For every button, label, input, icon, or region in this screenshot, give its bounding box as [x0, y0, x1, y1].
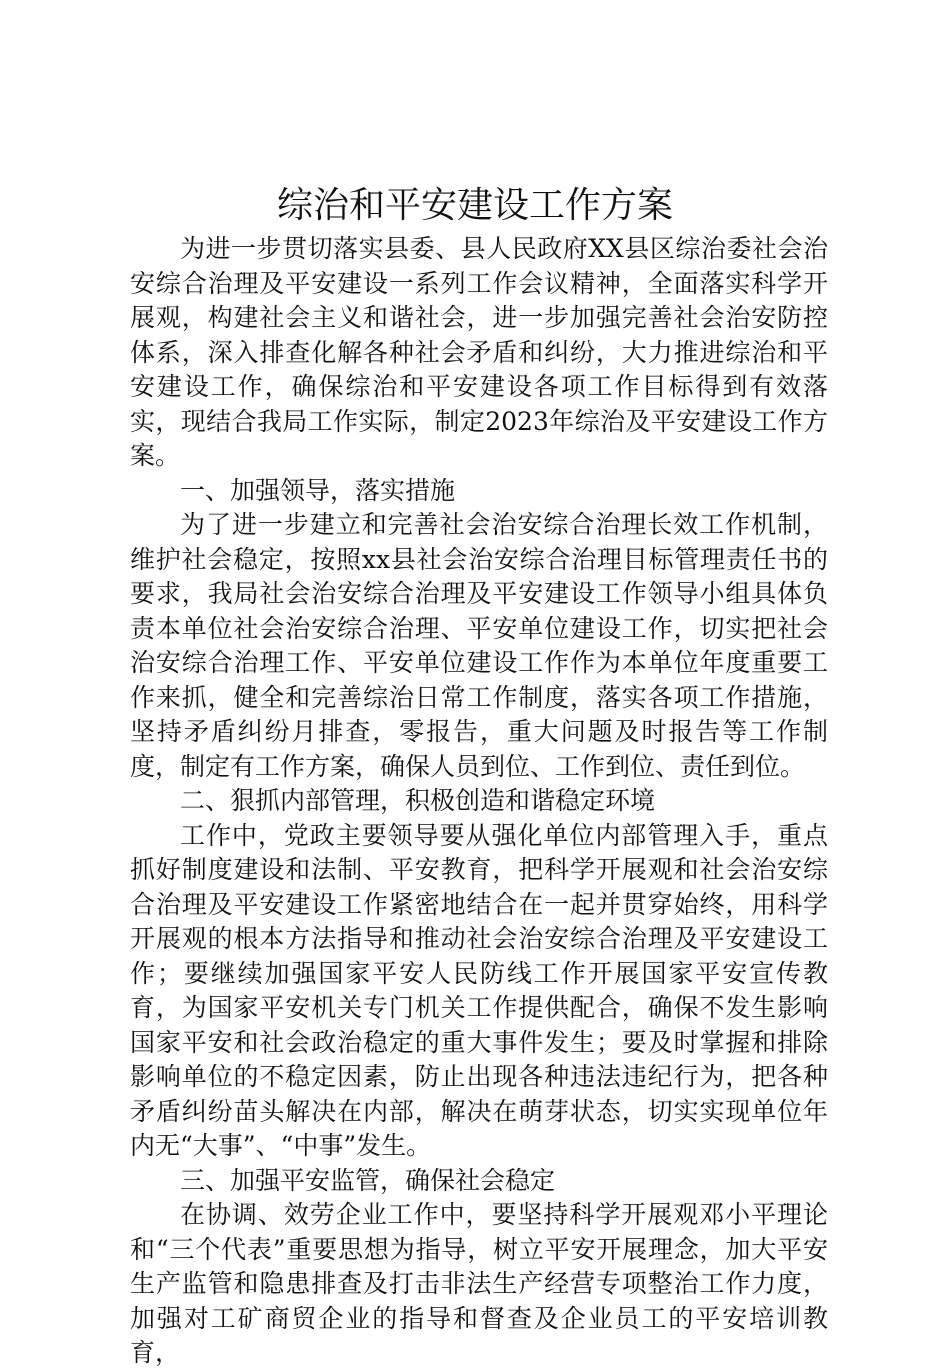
document-body	[130, 232, 828, 1371]
document-title: 综治和平安建设工作方案	[276, 185, 673, 226]
section-heading-3: 三、加强平安监管，确保社会稳定	[180, 1165, 556, 1195]
paragraph-intro: 为进一步贯切落实县委、县人民政府XX县区综治委社会治安综合治理及平安建设一系列工作会议精神，全面落实科学开展观，构建社会主义和谐社会，进一步加强完善社会治安防控体系，深入排查化解各种社会矛盾和纠纷，大力推进综治和平安建设工作，确保综治和平安建设各项工作目标得到有效落实，现结合我局工作实际，制定2023年综治及平安建设工作方案。	[130, 234, 828, 470]
paragraph-section-2: 工作中，党政主要领导要从强化单位内部管理入手，重点抓好制度建设和法制、平安教育，把科学开展观和社会治安综合治理及平安建设工作紧密地结合在一起并贯穿始终，用科学开展观的根本方法指导和推动社会治安综合治理及平安建设工作；要继续加强国家平安人民防线工作开展国家平安宣传教育，为国家平安机关专门机关工作提供配合，确保不发生影响国家平安和社会政治稳定的重大事件发生；要及时掌握和排除影响单位的不稳定因素，防止出现各种违法违纪行为，把各种矛盾纠纷苗头解决在内部，解决在萌芽状态，切实实现单位年内无“大事”、“中事”发生。	[130, 820, 828, 1160]
section-heading-2: 二、狠抓内部管理，积极创造和谐稳定环境	[180, 786, 656, 815]
paragraph-section-3: 在协调、效劳企业工作中，要坚持科学开展观邓小平理论和“三个代表”重要思想为指导，树立平安开展理念，加大平安生产监管和隐患排查及打击非法生产经营专项整治工作力度，加强对工矿商贸企业的指导和督查及企业员工的平安培训教育，	[130, 1200, 828, 1367]
section-heading-1: 一、加强领导，落实措施	[180, 475, 456, 505]
paragraph-section-1: 为了进一步建立和完善社会治安综合治理长效工作机制，维护社会稳定，按照xx县社会治安综合治理目标管理责任书的要求，我局社会治安综合治理及平安建设工作领导小组具体负责本单位社会治安综合治理、平安单位建设工作，切实把社会治安综合治理工作、平安单位建设工作作为本单位年度重要工作来抓，健全和完善综治日常工作制度，落实各项工作措施，坚持矛盾纠纷月排查，零报告，重大问题及时报告等工作制度，制定有工作方案，确保人员到位、工作到位、责任到位。	[130, 510, 828, 781]
